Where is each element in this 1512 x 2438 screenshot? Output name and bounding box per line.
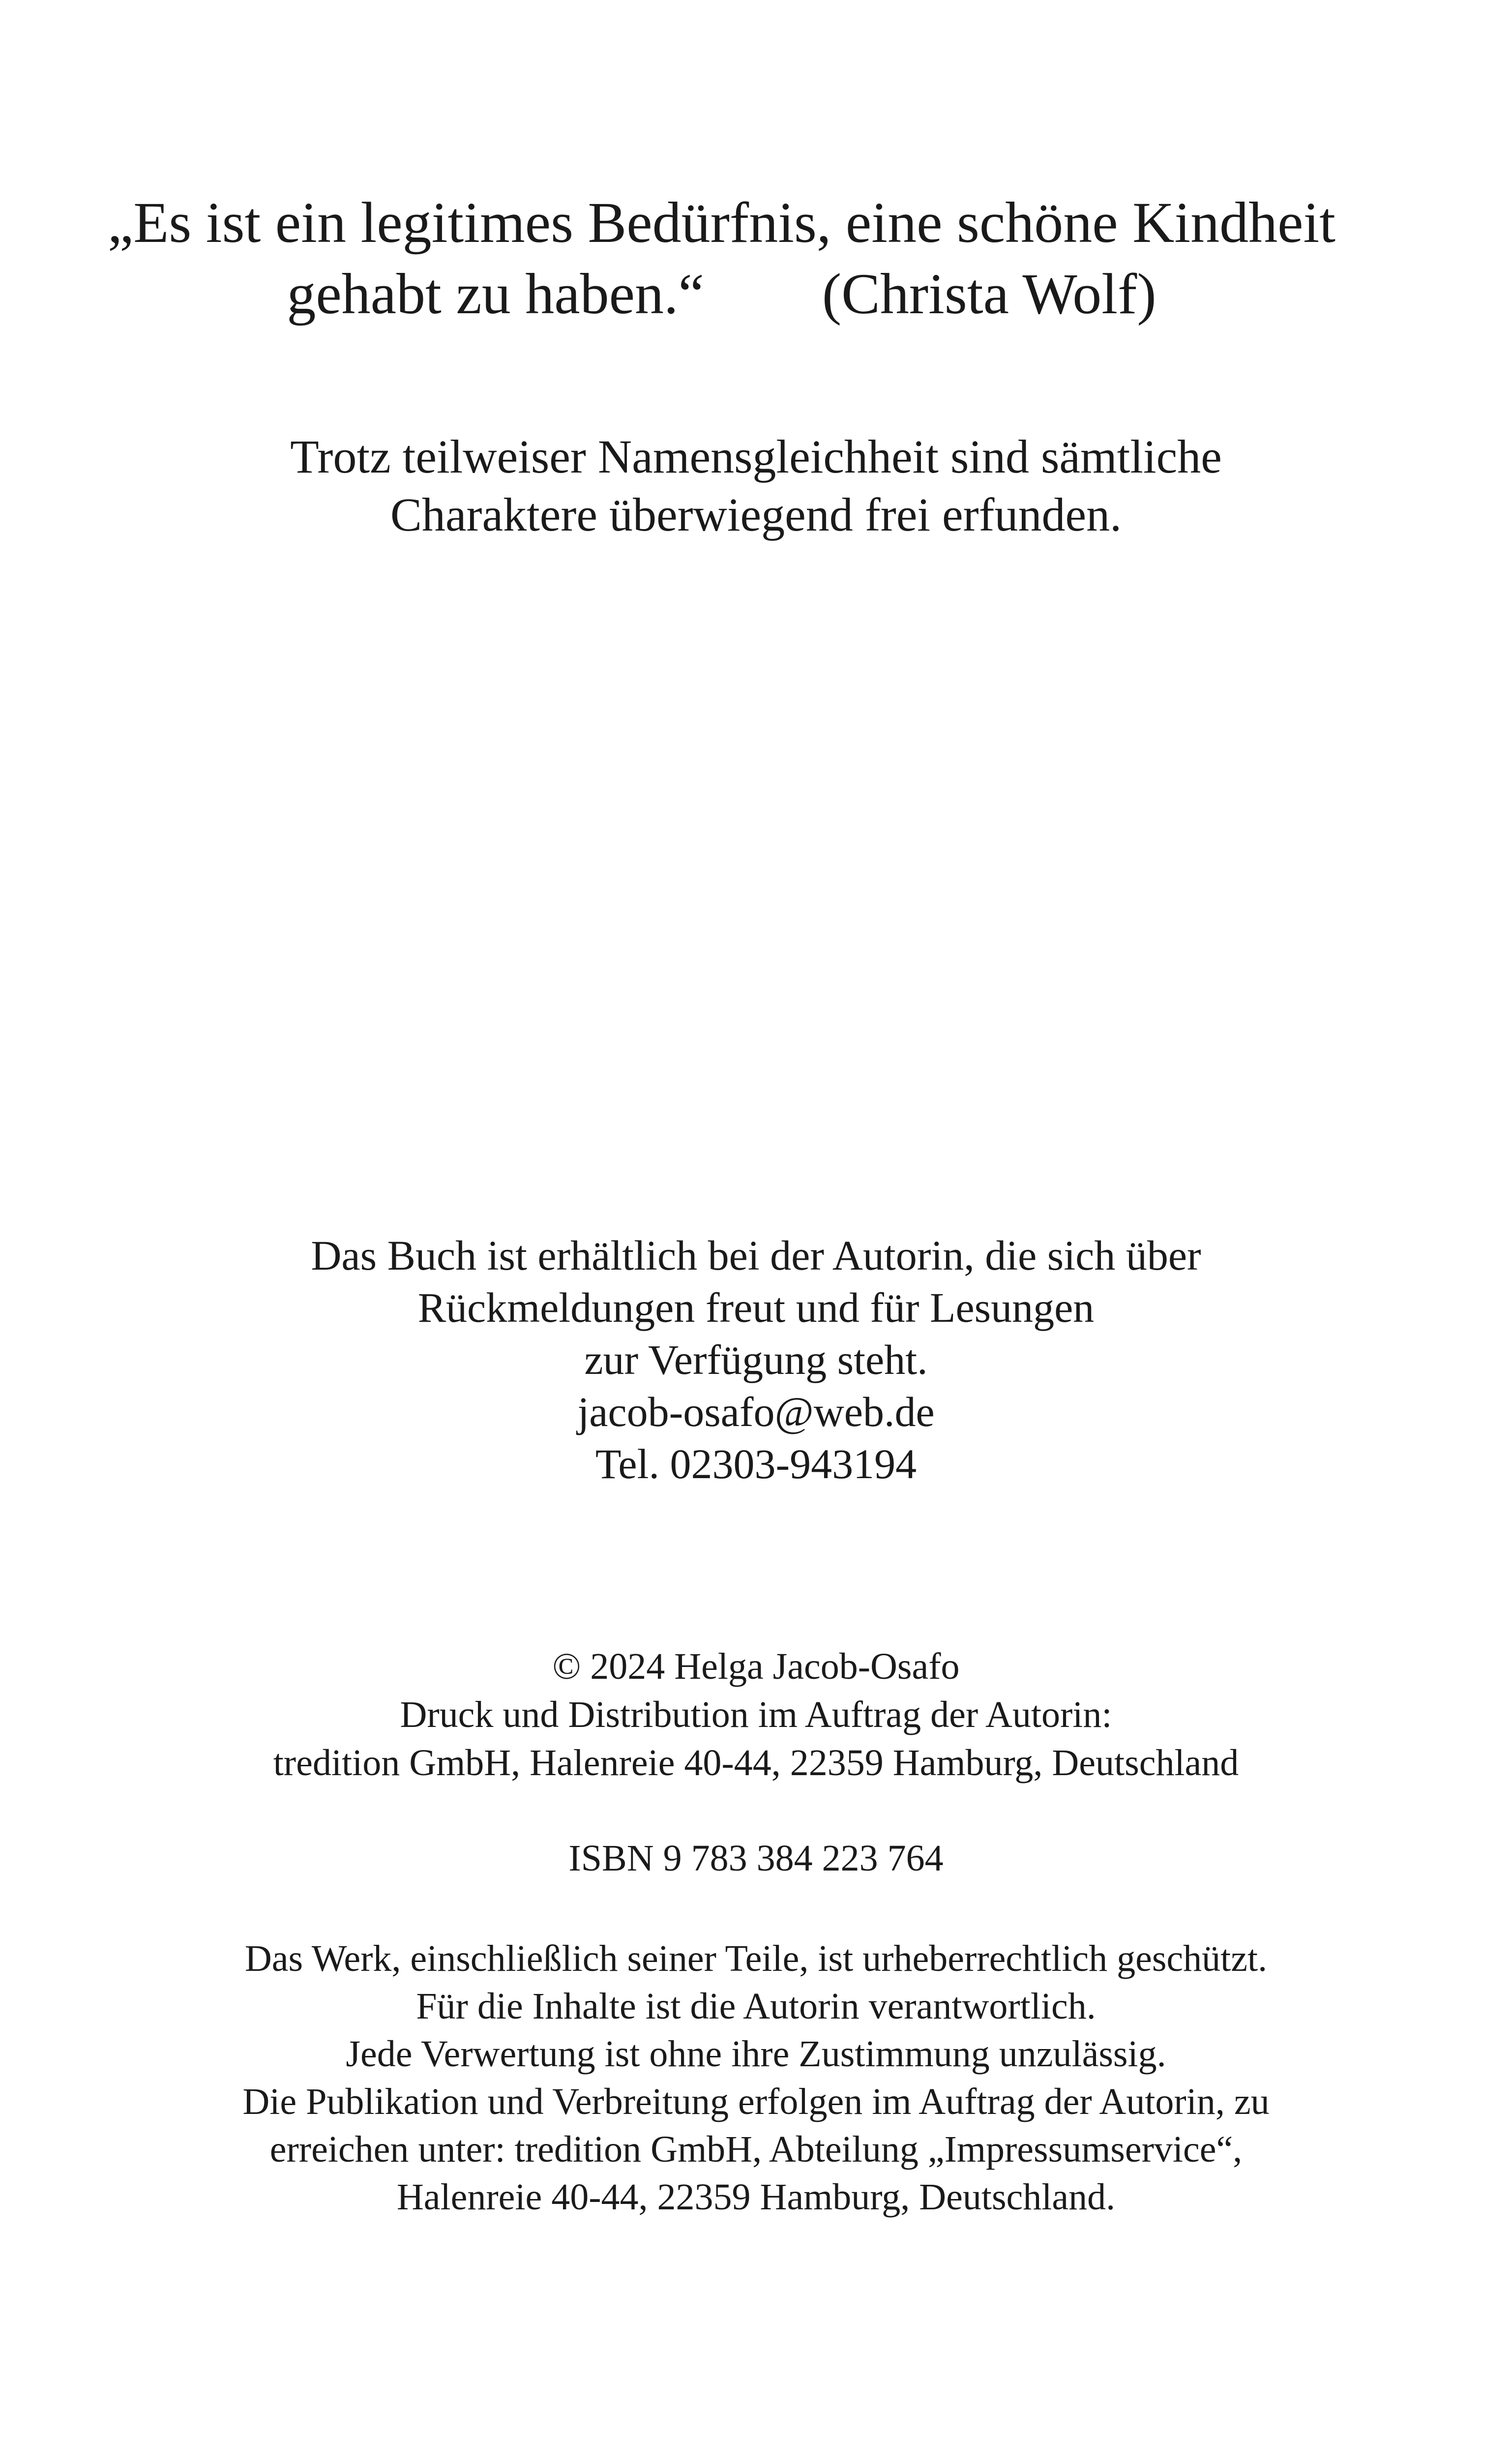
legal-line-1: Das Werk, einschließlich seiner Teile, ist urheberrechtlich geschützt. <box>244 1938 1268 1979</box>
print-distribution-line: Druck und Distribution im Auftrag der Autorin: <box>400 1694 1112 1735</box>
legal-line-2: Für die Inhalte ist die Autorin verantwortlich. <box>416 1986 1096 2027</box>
epigraph-attribution: (Christa Wolf) <box>822 262 1156 326</box>
isbn <box>0 1834 1512 1882</box>
legal-line-5: erreichen unter: tredition GmbH, Abteilung „Impressumservice“, <box>269 2129 1243 2170</box>
legal-line-3: Jede Verwertung ist ohne ihre Zustimmung unzulässig. <box>346 2033 1166 2075</box>
legal-line-4: Die Publikation und Verbreitung erfolgen im Auftrag der Autorin, zu <box>242 2081 1270 2122</box>
fiction-disclaimer <box>0 428 1512 544</box>
epigraph-quote-end: gehabt zu haben.“ <box>287 262 704 326</box>
availability-line-1: Das Buch ist erhältlich bei der Autorin, die sich über <box>311 1232 1201 1279</box>
availability-line-2: Rückmeldungen freut und für Lesungen <box>417 1284 1095 1331</box>
contact-email: jacob-osafo@web.de <box>577 1388 935 1435</box>
epigraph-quote-line-2 <box>0 258 1478 329</box>
contact-phone: Tel. 02303-943194 <box>595 1440 917 1487</box>
isbn-number: ISBN 9 783 384 223 764 <box>568 1838 944 1879</box>
epigraph-quote-line-1: „Es ist ein legitimes Bedürfnis, eine schöne Kindheit <box>107 190 1336 255</box>
disclaimer-line-2: Charaktere überwiegend frei erfunden. <box>390 488 1122 541</box>
availability-line-3: zur Verfügung steht. <box>584 1336 928 1383</box>
epigraph <box>0 187 1478 329</box>
availability-notice <box>0 1229 1512 1490</box>
legal-line-6: Halenreie 40-44, 22359 Hamburg, Deutschland. <box>396 2176 1116 2218</box>
legal-notice <box>0 1935 1512 2221</box>
publisher-address: tredition GmbH, Halenreie 40-44, 22359 Hamburg, Deutschland <box>273 1742 1239 1784</box>
imprint <box>0 1642 1512 1787</box>
copyright-line: © 2024 Helga Jacob-Osafo <box>552 1646 960 1687</box>
disclaimer-line-1: Trotz teilweiser Namensgleichheit sind sämtliche <box>290 430 1222 483</box>
